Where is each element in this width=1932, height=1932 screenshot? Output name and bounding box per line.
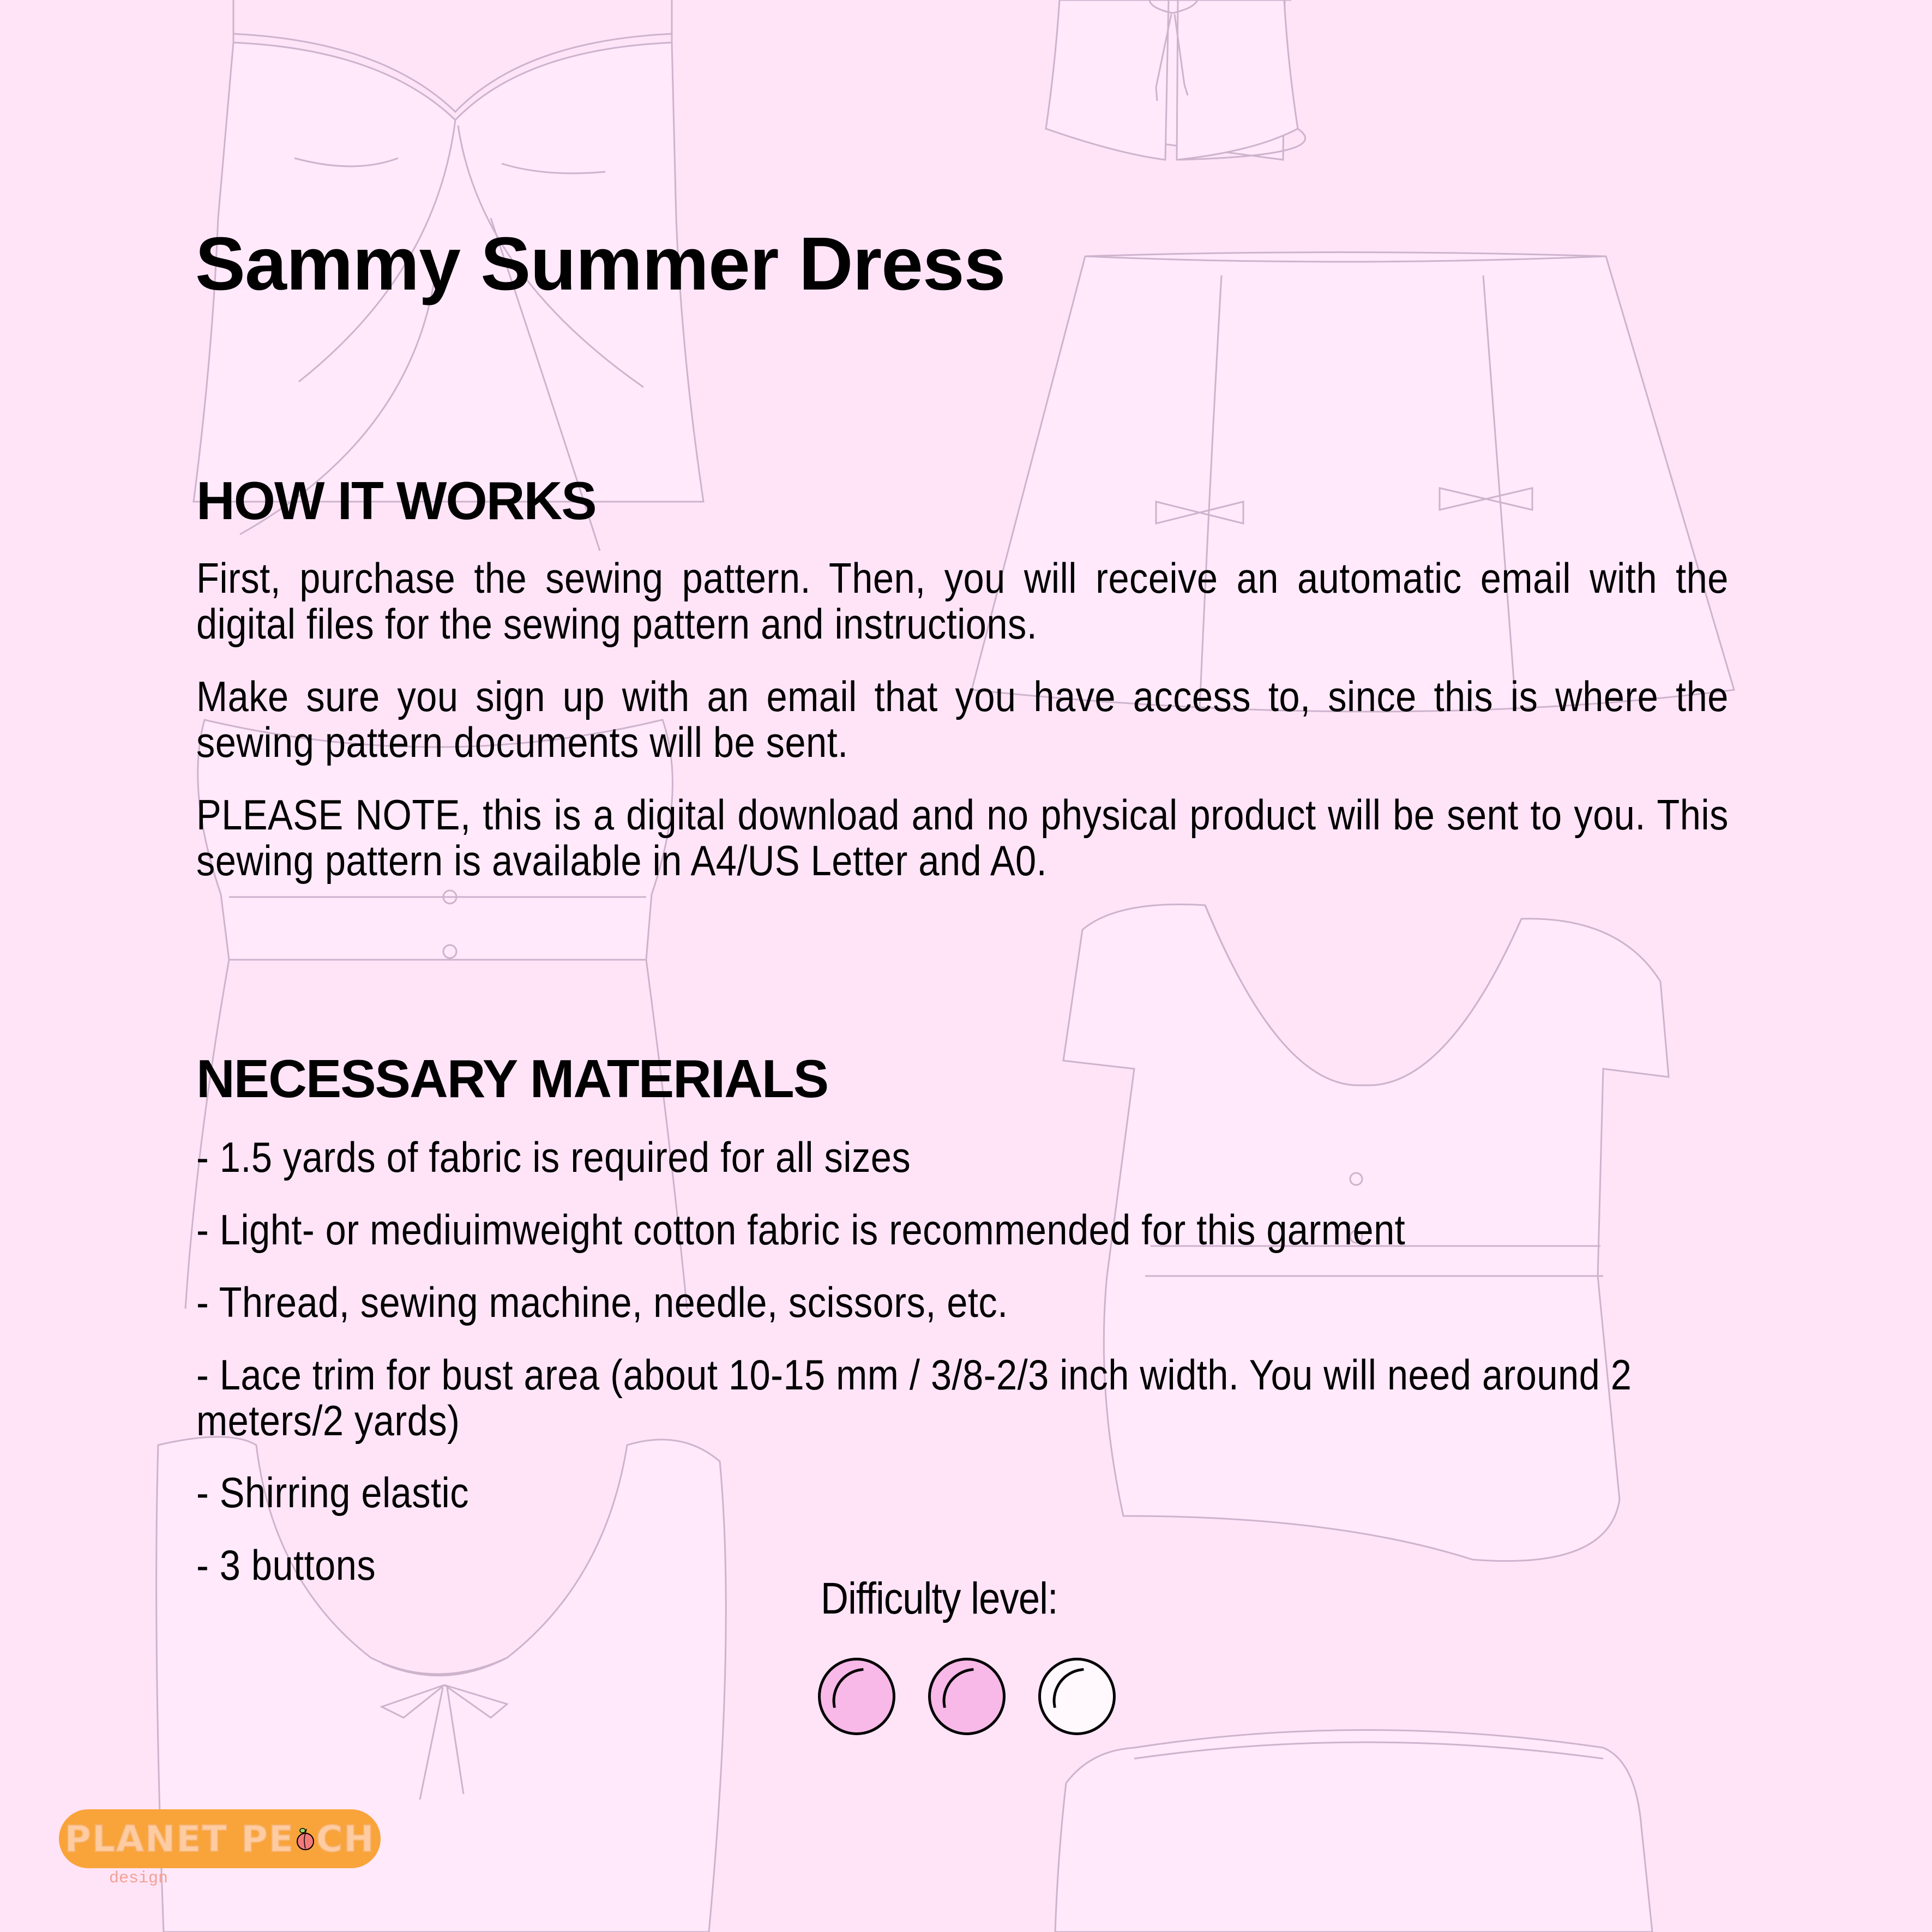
difficulty-rating xyxy=(818,1658,1116,1735)
materials-item: - Thread, sewing machine, needle, scissors, etc. xyxy=(196,1278,1008,1326)
peach-icon xyxy=(294,1827,316,1851)
how-it-works-heading: HOW IT WORKS xyxy=(196,471,596,531)
difficulty-dot-filled-icon xyxy=(818,1658,895,1735)
how-it-works-paragraph-3: PLEASE NOTE, this is a digital download and no physical product will be sent to you. This sewing pattern is available in A4/US Letter and A0. xyxy=(196,791,1729,884)
materials-item: - Lace trim for bust area (about 10-15 mm / 3/8-2/3 inch width. You will need around 2 meters/2 yards) xyxy=(196,1351,1632,1445)
shine-icon xyxy=(1049,1668,1088,1708)
shine-icon xyxy=(828,1668,868,1708)
difficulty-dot-filled-icon xyxy=(928,1658,1006,1735)
page-title: Sammy Summer Dress xyxy=(195,222,1006,306)
difficulty-label: Difficulty level: xyxy=(821,1574,1058,1623)
logo-text-right: CH xyxy=(316,1817,375,1860)
logo-subtext: design xyxy=(109,1869,168,1888)
logo-text-left: PLANET PE xyxy=(64,1817,294,1860)
how-it-works-paragraph-1: First, purchase the sewing pattern. Then, you will receive an automatic email with the digital files for the sewing pattern and instructions. xyxy=(196,554,1729,648)
materials-item: - 3 buttons xyxy=(196,1541,376,1589)
shine-icon xyxy=(938,1668,978,1708)
materials-item: - Light- or mediuimweight cotton fabric is recommended for this garment xyxy=(196,1206,1406,1254)
planet-peach-logo xyxy=(59,1809,381,1868)
materials-heading: NECESSARY MATERIALS xyxy=(196,1049,828,1109)
sketch-tie-front-top xyxy=(1046,0,1305,160)
materials-item: - Shirring elastic xyxy=(196,1468,470,1516)
materials-item: - 1.5 yards of fabric is required for all sizes xyxy=(196,1133,911,1181)
sketch-round-neck-top xyxy=(1055,1730,1652,1932)
difficulty-dot-empty-icon xyxy=(1038,1658,1116,1735)
how-it-works-paragraph-2: Make sure you sign up with an email that you have access to, since this is where the sewing pattern documents will be sent. xyxy=(196,672,1729,766)
